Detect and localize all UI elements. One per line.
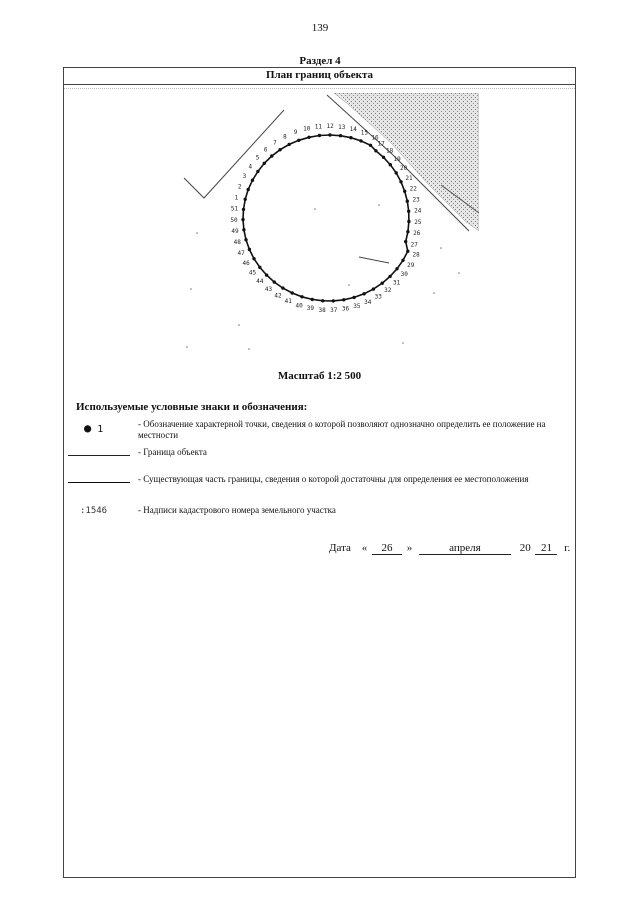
- boundary-point: [244, 238, 247, 241]
- boundary-point-label: 14: [349, 126, 357, 134]
- boundary-point-label: 3: [242, 173, 247, 181]
- boundary-point-label: 22: [409, 185, 417, 193]
- frame-title: План границ объекта: [64, 68, 575, 85]
- boundary-point-label: 45: [248, 269, 257, 277]
- legend-text-cadastral: - Надписи кадастрового номера земельного участка: [138, 505, 336, 515]
- boundary-point-label: 32: [384, 287, 392, 295]
- boundary-point-label: 47: [237, 249, 245, 257]
- boundary-point-label: 2: [237, 183, 242, 191]
- boundary-point-label: 24: [414, 207, 422, 215]
- boundary-point: [247, 188, 250, 191]
- boundary-point-label: 30: [400, 271, 408, 279]
- boundary-point: [241, 218, 244, 221]
- boundary-point-label: 35: [353, 303, 361, 310]
- boundary-point-label: 51: [230, 205, 239, 213]
- boundary-point-label: 18: [385, 147, 394, 155]
- boundary-point: [395, 267, 398, 270]
- date-month: апреля: [419, 542, 511, 555]
- boundary-point: [291, 291, 294, 294]
- boundary-point-label: 50: [230, 216, 238, 224]
- boundary-point: [328, 133, 331, 136]
- existing-boundary-symbol: [68, 482, 130, 483]
- boundary-point: [251, 179, 254, 182]
- characteristic-point-symbol: [84, 421, 146, 435]
- title-divider: [64, 88, 575, 89]
- boundary-point-label: 8: [283, 133, 287, 141]
- boundary-point-label: 43: [264, 285, 273, 293]
- boundary-point-label: 46: [242, 260, 250, 267]
- date-year-word: г.: [564, 542, 571, 554]
- scale-label: Масштаб 1:2 500: [277, 370, 362, 382]
- boundary-point-label: 42: [274, 292, 282, 300]
- neighbour-parcel-hatch: [334, 93, 479, 231]
- boundary-point-label: 16: [371, 134, 379, 142]
- boundary-point: [395, 171, 398, 174]
- boundary-point: [352, 296, 355, 299]
- boundary-point: [256, 170, 259, 173]
- boundary-point-label: 5: [255, 154, 260, 162]
- boundary-point: [382, 156, 385, 159]
- boundary-point: [270, 154, 273, 157]
- boundary-labels: [230, 123, 422, 314]
- boundary-point: [406, 200, 409, 203]
- boundary-point: [406, 230, 409, 233]
- page-number: 139: [311, 22, 329, 34]
- boundary-point-label: 21: [405, 174, 413, 182]
- boundary-point: [244, 198, 247, 201]
- boundary-point-label: 44: [256, 278, 264, 286]
- boundary-plan: [179, 93, 479, 363]
- boundary-point: [403, 190, 406, 193]
- boundary-point-label: 6: [263, 146, 268, 154]
- plan-frame: [63, 67, 576, 878]
- survey-dots: [186, 204, 460, 350]
- boundary-point-label: 38: [318, 306, 326, 314]
- date-open-quote: «: [361, 542, 368, 554]
- section-label: Раздел 4: [299, 55, 341, 67]
- legend-text-point: - Обозначение характерной точки, сведения о которой позволяют однозначно определить ее положение на местности: [138, 419, 546, 440]
- boundary-point-label: 1: [234, 194, 239, 202]
- boundary-point-label: 34: [364, 299, 372, 306]
- boundary-point: [300, 295, 303, 298]
- boundary-point: [297, 139, 300, 142]
- boundary-point: [273, 280, 276, 283]
- cadastral-label-symbol: :1546: [80, 506, 108, 516]
- legend-heading: Используемые условные знаки и обозначения:: [76, 401, 308, 413]
- boundary-point: [388, 275, 391, 278]
- boundary-point: [401, 259, 404, 262]
- boundary-point-label: 23: [412, 196, 420, 204]
- boundary-point: [407, 220, 410, 223]
- boundary-point: [332, 299, 335, 302]
- boundary-point: [252, 257, 255, 260]
- boundary-point: [258, 266, 261, 269]
- boundary-point: [263, 162, 266, 165]
- date-close-quote: »: [406, 542, 413, 554]
- boundary-point: [381, 282, 384, 285]
- boundary-point-label: 48: [233, 239, 241, 247]
- boundary-point: [369, 144, 372, 147]
- left-parcel-line: [184, 110, 284, 198]
- boundary-point-label: 37: [330, 306, 338, 314]
- boundary-point: [372, 287, 375, 290]
- point-symbol-number: 1: [97, 424, 104, 435]
- boundary-point-label: 13: [338, 123, 346, 131]
- date-year-suffix: 21: [535, 542, 557, 555]
- boundary-point: [407, 210, 410, 213]
- boundary-point-label: 25: [414, 218, 422, 226]
- boundary-point: [265, 273, 268, 276]
- boundary-point: [318, 134, 321, 137]
- boundary-point: [242, 208, 245, 211]
- boundary-point: [404, 240, 407, 243]
- boundary-point-label: 49: [231, 228, 239, 235]
- date-day: 26: [372, 542, 402, 555]
- boundary-point-label: 36: [341, 305, 350, 313]
- boundary-point: [321, 299, 324, 302]
- boundary-point: [406, 250, 409, 253]
- boundary-point-label: 19: [393, 155, 401, 163]
- boundary-point: [248, 248, 251, 251]
- boundary-point-label: 26: [413, 230, 421, 238]
- boundary-point-label: 27: [410, 241, 418, 249]
- boundary-point-label: 7: [273, 139, 277, 147]
- boundary-point-label: 20: [399, 164, 408, 172]
- boundary-point: [359, 139, 362, 142]
- boundary-point-label: 9: [293, 128, 298, 136]
- boundary-point-label: 33: [374, 293, 382, 301]
- boundary-point-label: 40: [295, 302, 303, 310]
- boundary-point-label: 12: [326, 123, 334, 130]
- boundary-point-label: 41: [284, 298, 292, 306]
- boundary-point: [242, 228, 245, 231]
- boundary-point: [349, 136, 352, 139]
- boundary-point: [281, 286, 284, 289]
- boundary-point: [339, 134, 342, 137]
- legend-text-boundary: - Граница объекта: [138, 447, 207, 457]
- inner-line: [359, 257, 389, 263]
- boundary-point-label: 10: [303, 125, 311, 133]
- boundary-point: [374, 149, 377, 152]
- boundary-point: [399, 180, 402, 183]
- point-dot-icon: ●: [84, 421, 92, 435]
- boundary-point: [288, 143, 291, 146]
- date-year-prefix: 20: [519, 542, 531, 554]
- boundary-point-label: 4: [248, 163, 253, 171]
- boundary-point: [278, 148, 281, 151]
- boundary-point: [389, 163, 392, 166]
- boundary-line-symbol: [68, 455, 130, 456]
- boundary-point-label: 39: [306, 305, 315, 313]
- boundary-point-label: 17: [377, 140, 385, 148]
- legend-text-existing: - Существующая часть границы, сведения о которой достаточны для определения ее местоположения: [138, 474, 529, 484]
- boundary-point: [307, 136, 310, 139]
- boundary-point: [362, 292, 365, 295]
- boundary-point-label: 28: [412, 251, 420, 259]
- boundary-point-label: 11: [314, 123, 323, 131]
- boundary-point-label: 31: [392, 279, 401, 287]
- boundary-point-label: 15: [360, 129, 369, 137]
- boundary-point: [311, 298, 314, 301]
- date-label: Дата: [329, 542, 351, 554]
- boundary-point: [342, 298, 345, 301]
- boundary-point-label: 29: [407, 261, 415, 269]
- date-line: [329, 542, 570, 555]
